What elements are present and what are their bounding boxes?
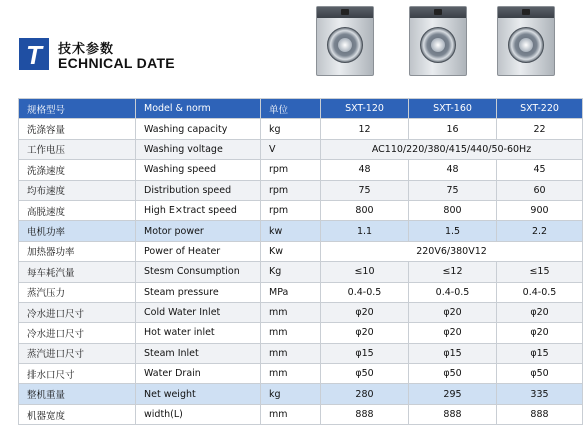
table-cell-unit: MPa [261, 282, 321, 302]
table-cell-unit: mm [261, 404, 321, 424]
table-cell-v1: ≤10 [321, 262, 409, 282]
table-cell-unit: kw [261, 221, 321, 241]
table-cell-v2: ≤12 [409, 262, 497, 282]
table-cell-v3: φ20 [497, 302, 583, 322]
table-cell-v1: φ50 [321, 364, 409, 384]
table-row [19, 323, 583, 343]
table-cell-v3: 888 [497, 404, 583, 424]
washer-image-3 [497, 6, 555, 76]
table-cell-v3: 900 [497, 200, 583, 220]
table-cell-v3: φ15 [497, 343, 583, 363]
table-cell-cn: 排水口尺寸 [19, 364, 136, 384]
table-cell-merged: 220V6/380V12 [321, 241, 583, 261]
table-cell-v2: 48 [409, 160, 497, 180]
table-cell-v1: 888 [321, 404, 409, 424]
table-cell-cn: 洗涤容量 [19, 119, 136, 139]
table-cell-en: Washing voltage [136, 139, 261, 159]
table-row [19, 119, 583, 139]
table-cell-cn: 工作电压 [19, 139, 136, 159]
washer-image-2 [409, 6, 467, 76]
column-header: SXT-120 [321, 99, 409, 119]
table-cell-v2: 75 [409, 180, 497, 200]
table-cell-unit: kg [261, 119, 321, 139]
table-cell-v1: φ20 [321, 302, 409, 322]
table-row [19, 139, 583, 159]
table-cell-en: Net weight [136, 384, 261, 404]
table-cell-v1: 280 [321, 384, 409, 404]
title-chinese: 技术参数 [58, 42, 115, 57]
table-cell-v3: 335 [497, 384, 583, 404]
table-cell-v1: φ15 [321, 343, 409, 363]
table-cell-cn: 冷水进口尺寸 [19, 323, 136, 343]
table-cell-v2: φ50 [409, 364, 497, 384]
table-cell-cn: 整机重量 [19, 384, 136, 404]
table-cell-en: Motor power [136, 221, 261, 241]
table-cell-unit: rpm [261, 180, 321, 200]
table-cell-v3: φ50 [497, 364, 583, 384]
table-row [19, 282, 583, 302]
svg-text:T: T [26, 40, 42, 70]
table-cell-v2: 888 [409, 404, 497, 424]
table-cell-en: Cold Water Inlet [136, 302, 261, 322]
spec-table [18, 98, 583, 425]
table-row [19, 384, 583, 404]
table-row [19, 221, 583, 241]
table-cell-v2: 800 [409, 200, 497, 220]
column-header: Model & norm [136, 99, 261, 119]
page-header [0, 0, 587, 95]
table-row [19, 241, 583, 261]
table-cell-unit: Kw [261, 241, 321, 261]
table-cell-en: High E×tract speed [136, 200, 261, 220]
table-cell-cn: 蒸汽进口尺寸 [19, 343, 136, 363]
table-row [19, 343, 583, 363]
table-cell-unit: rpm [261, 160, 321, 180]
table-cell-en: Water Drain [136, 364, 261, 384]
table-cell-cn: 每车耗汽量 [19, 262, 136, 282]
table-cell-unit: Kg [261, 262, 321, 282]
table-cell-v2: 0.4-0.5 [409, 282, 497, 302]
table-cell-cn: 电机功率 [19, 221, 136, 241]
table-cell-v1: 75 [321, 180, 409, 200]
table-row [19, 262, 583, 282]
table-cell-v3: 22 [497, 119, 583, 139]
table-row [19, 302, 583, 322]
table-cell-en: Washing capacity [136, 119, 261, 139]
table-cell-v3: 60 [497, 180, 583, 200]
table-cell-v3: 45 [497, 160, 583, 180]
table-cell-en: Stesm Consumption [136, 262, 261, 282]
table-cell-v3: φ20 [497, 323, 583, 343]
table-cell-v2: φ15 [409, 343, 497, 363]
table-cell-v1: φ20 [321, 323, 409, 343]
table-cell-cn: 洗涤速度 [19, 160, 136, 180]
table-cell-merged: AC110/220/380/415/440/50-60Hz [321, 139, 583, 159]
table-cell-en: Steam pressure [136, 282, 261, 302]
table-cell-v3: 2.2 [497, 221, 583, 241]
table-cell-v2: φ20 [409, 323, 497, 343]
column-header: SXT-160 [409, 99, 497, 119]
column-header: SXT-220 [497, 99, 583, 119]
title-english: ECHNICAL DATE [58, 55, 175, 71]
table-cell-en: Hot water inlet [136, 323, 261, 343]
table-cell-en: Washing speed [136, 160, 261, 180]
table-cell-cn: 冷水进口尺寸 [19, 302, 136, 322]
table-cell-v2: 295 [409, 384, 497, 404]
table-cell-unit: mm [261, 323, 321, 343]
table-cell-cn: 蒸汽压力 [19, 282, 136, 302]
table-cell-cn: 高脱速度 [19, 200, 136, 220]
table-cell-v1: 48 [321, 160, 409, 180]
table-row [19, 200, 583, 220]
column-header: 规格型号 [19, 99, 136, 119]
column-header: 单位 [261, 99, 321, 119]
table-cell-v2: 16 [409, 119, 497, 139]
table-cell-en: Distribution speed [136, 180, 261, 200]
table-cell-v2: 1.5 [409, 221, 497, 241]
table-cell-unit: rpm [261, 200, 321, 220]
table-cell-unit: kg [261, 384, 321, 404]
table-cell-v1: 800 [321, 200, 409, 220]
table-row [19, 364, 583, 384]
table-cell-v1: 1.1 [321, 221, 409, 241]
table-cell-cn: 加热器功率 [19, 241, 136, 261]
table-cell-v2: φ20 [409, 302, 497, 322]
table-cell-cn: 均布速度 [19, 180, 136, 200]
table-cell-v1: 0.4-0.5 [321, 282, 409, 302]
logo-t-icon [19, 38, 49, 70]
table-cell-v1: 12 [321, 119, 409, 139]
table-cell-en: Power of Heater [136, 241, 261, 261]
table-cell-unit: mm [261, 343, 321, 363]
table-cell-en: Steam Inlet [136, 343, 261, 363]
table-cell-cn: 机器宽度 [19, 404, 136, 424]
table-header-row [19, 99, 583, 119]
table-cell-unit: mm [261, 364, 321, 384]
table-cell-unit: V [261, 139, 321, 159]
table-cell-v3: 0.4-0.5 [497, 282, 583, 302]
table-cell-unit: mm [261, 302, 321, 322]
table-row [19, 180, 583, 200]
table-cell-v3: ≤15 [497, 262, 583, 282]
washer-image-1 [316, 6, 374, 76]
table-row [19, 404, 583, 424]
table-row [19, 160, 583, 180]
table-cell-en: width(L) [136, 404, 261, 424]
